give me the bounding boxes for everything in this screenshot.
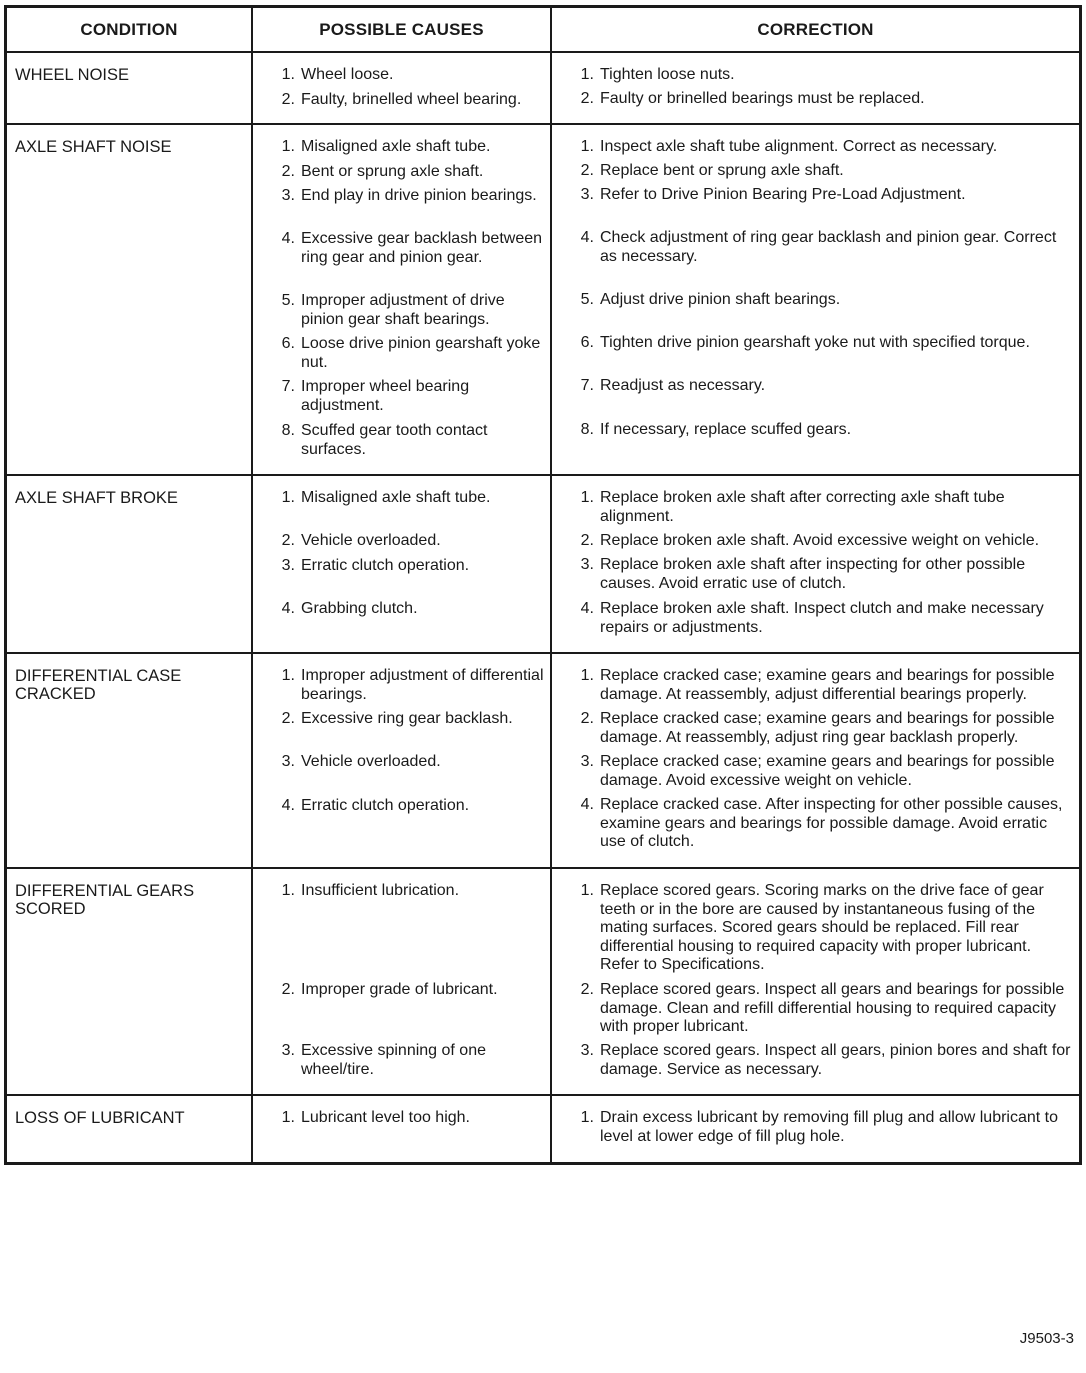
- item-number: 3.: [281, 1042, 295, 1059]
- item-text: Replace bent or sprung axle shaft.: [600, 162, 844, 179]
- item-text: Faulty, brinelled wheel bearing.: [301, 91, 522, 108]
- item-number: 8.: [580, 421, 594, 438]
- list-item: [572, 291, 1073, 310]
- item-number: 4.: [281, 230, 295, 247]
- item-number: 4.: [580, 796, 594, 813]
- item-number: 1.: [281, 66, 295, 83]
- item-text: Excessive gear backlash between ring gear and pinion gear.: [301, 230, 543, 266]
- item-number: 4.: [580, 229, 594, 246]
- table-header: [7, 8, 1079, 51]
- list-item: [572, 229, 1073, 266]
- list-item: [572, 162, 1073, 181]
- item-number: 1.: [580, 489, 594, 506]
- list-item: [273, 292, 544, 329]
- item-number: 2.: [281, 163, 295, 180]
- list-item: [572, 334, 1073, 353]
- list-item: [572, 377, 1073, 396]
- list-item: [273, 489, 544, 508]
- list-item: [273, 1109, 544, 1128]
- item-text: Replace cracked case; examine gears and bearings for possible damage. At reassembly, adjust differential bearings properly.: [600, 667, 1055, 703]
- list-item: [273, 753, 544, 772]
- item-text: Loose drive pinion gearshaft yoke nut.: [301, 335, 541, 371]
- item-text: Replace broken axle shaft after inspecting for other possible causes. Avoid erratic use of clutch.: [600, 556, 1026, 592]
- list-item: [572, 667, 1073, 704]
- item-text: End play in drive pinion bearings.: [301, 187, 537, 204]
- list-item: [572, 66, 1073, 85]
- item-number: 3.: [281, 753, 295, 770]
- list-item: [273, 335, 544, 372]
- possible-causes-cell: [253, 476, 552, 652]
- item-number: 1.: [580, 882, 594, 899]
- item-number: 1.: [580, 138, 594, 155]
- item-number: 2.: [580, 710, 594, 727]
- list-item: [273, 882, 544, 901]
- list-item: [273, 66, 544, 85]
- item-text: Wheel loose.: [301, 66, 394, 83]
- item-text: Tighten loose nuts.: [600, 66, 735, 83]
- list-item: [273, 797, 544, 816]
- header-possible-causes: POSSIBLE CAUSES: [253, 8, 552, 51]
- item-number: 2.: [580, 162, 594, 179]
- header-condition: CONDITION: [7, 8, 253, 51]
- list-item: [572, 1109, 1073, 1146]
- item-text: Faulty or brinelled bearings must be replaced.: [600, 90, 925, 107]
- list-item: [572, 753, 1073, 790]
- list-item: [273, 163, 544, 182]
- list-item: [273, 422, 544, 459]
- item-text: Replace broken axle shaft after correcting axle shaft tube alignment.: [600, 489, 1005, 525]
- item-text: Refer to Drive Pinion Bearing Pre-Load Adjustment.: [600, 186, 966, 203]
- item-text: Readjust as necessary.: [600, 377, 766, 394]
- table-row: [7, 123, 1079, 474]
- item-number: 1.: [281, 667, 295, 684]
- item-text: Replace cracked case. After inspecting for other possible causes, examine gears and bearings for possible damage. Avoid erratic use of clutch.: [600, 796, 1063, 851]
- item-text: Erratic clutch operation.: [301, 557, 470, 574]
- header-correction: CORRECTION: [757, 20, 874, 39]
- item-number: 1.: [580, 1109, 594, 1126]
- condition-cell: DIFFERENTIAL GEARS SCORED: [7, 869, 253, 1094]
- figure-id: J9503-3: [1019, 1330, 1074, 1347]
- possible-causes-cell: [253, 869, 552, 1094]
- item-number: 3.: [580, 1042, 594, 1059]
- item-number: 1.: [281, 138, 295, 155]
- item-text: Scuffed gear tooth contact surfaces.: [301, 422, 488, 458]
- item-number: 1.: [580, 66, 594, 83]
- table-row: [7, 1094, 1079, 1162]
- list-item: [273, 378, 544, 415]
- item-text: Improper adjustment of differential bearings.: [301, 667, 544, 703]
- item-number: 6.: [281, 335, 295, 352]
- table-row: [7, 867, 1079, 1094]
- item-number: 2.: [281, 532, 295, 549]
- item-text: Insufficient lubrication.: [301, 882, 460, 899]
- item-number: 7.: [281, 378, 295, 395]
- item-text: Improper wheel bearing adjustment.: [301, 378, 470, 414]
- item-text: Bent or sprung axle shaft.: [301, 163, 484, 180]
- item-number: 2.: [580, 532, 594, 549]
- correction-cell: [552, 476, 1079, 652]
- item-text: Vehicle overloaded.: [301, 753, 441, 770]
- list-item: [572, 600, 1073, 637]
- item-text: Replace cracked case; examine gears and bearings for possible damage. Avoid excessive weight on vehicle.: [600, 753, 1055, 789]
- list-item: [572, 186, 1073, 205]
- item-text: If necessary, replace scuffed gears.: [600, 421, 852, 438]
- item-number: 8.: [281, 422, 295, 439]
- list-item: [273, 187, 544, 206]
- item-number: 4.: [281, 797, 295, 814]
- condition-cell: WHEEL NOISE: [7, 53, 253, 123]
- list-item: [572, 1042, 1073, 1079]
- item-number: 4.: [580, 600, 594, 617]
- item-text: Misaligned axle shaft tube.: [301, 138, 491, 155]
- correction-cell: [552, 869, 1079, 1094]
- item-number: 1.: [281, 489, 295, 506]
- item-text: Improper adjustment of drive pinion gear shaft bearings.: [301, 292, 505, 328]
- item-number: 4.: [281, 600, 295, 617]
- table-row: [7, 474, 1079, 652]
- list-item: [273, 230, 544, 267]
- item-text: Replace scored gears. Inspect all gears and bearings for possible damage. Clean and refill differential housing to required capacity with proper lubricant.: [600, 981, 1065, 1036]
- table-body: [7, 51, 1079, 1162]
- item-text: Replace broken axle shaft. Inspect clutch and make necessary repairs or adjustments.: [600, 600, 1044, 636]
- item-number: 3.: [281, 187, 295, 204]
- item-text: Excessive spinning of one wheel/tire.: [301, 1042, 486, 1078]
- item-text: Vehicle overloaded.: [301, 532, 441, 549]
- list-item: [273, 710, 544, 729]
- item-number: 2.: [281, 710, 295, 727]
- list-item: [273, 600, 544, 619]
- possible-causes-cell: [253, 1096, 552, 1162]
- item-text: Replace scored gears. Inspect all gears, pinion bores and shaft for damage. Service as necessary.: [600, 1042, 1071, 1078]
- item-number: 1.: [281, 882, 295, 899]
- item-number: 6.: [580, 334, 594, 351]
- item-text: Tighten drive pinion gearshaft yoke nut with specified torque.: [600, 334, 1030, 351]
- item-text: Excessive ring gear backlash.: [301, 710, 513, 727]
- item-number: 5.: [281, 292, 295, 309]
- correction-cell: [552, 53, 1079, 123]
- list-item: [273, 667, 544, 704]
- list-item: [572, 532, 1073, 551]
- item-text: Check adjustment of ring gear backlash and pinion gear. Correct as necessary.: [600, 229, 1057, 265]
- item-number: 5.: [580, 291, 594, 308]
- item-number: 1.: [281, 1109, 295, 1126]
- correction-cell: [552, 125, 1079, 474]
- correction-cell: [552, 1096, 1079, 1162]
- list-item: [572, 981, 1073, 1037]
- condition-cell: AXLE SHAFT BROKE: [7, 476, 253, 652]
- item-text: Adjust drive pinion shaft bearings.: [600, 291, 841, 308]
- item-number: 3.: [281, 557, 295, 574]
- list-item: [273, 1042, 544, 1079]
- item-number: 3.: [580, 753, 594, 770]
- item-text: Improper grade of lubricant.: [301, 981, 498, 998]
- item-number: 2.: [580, 981, 594, 998]
- list-item: [572, 138, 1073, 157]
- list-item: [273, 557, 544, 576]
- list-item: [273, 532, 544, 551]
- item-text: Drain excess lubricant by removing fill plug and allow lubricant to level at lower edge of fill plug hole.: [600, 1109, 1058, 1145]
- correction-cell: [552, 654, 1079, 867]
- table-row: [7, 652, 1079, 867]
- diagnosis-table: [4, 5, 1082, 1165]
- list-item: [273, 91, 544, 110]
- condition-cell: LOSS OF LUBRICANT: [7, 1096, 253, 1162]
- list-item: [572, 90, 1073, 109]
- item-text: Misaligned axle shaft tube.: [301, 489, 491, 506]
- possible-causes-cell: [253, 654, 552, 867]
- list-item: [572, 556, 1073, 593]
- possible-causes-cell: [253, 125, 552, 474]
- possible-causes-cell: [253, 53, 552, 123]
- list-item: [273, 138, 544, 157]
- list-item: [273, 981, 544, 1000]
- item-text: Lubricant level too high.: [301, 1109, 470, 1126]
- list-item: [572, 710, 1073, 747]
- item-text: Inspect axle shaft tube alignment. Correct as necessary.: [600, 138, 998, 155]
- list-item: [572, 421, 1073, 440]
- list-item: [572, 489, 1073, 526]
- list-item: [572, 796, 1073, 852]
- item-text: Replace broken axle shaft. Avoid excessive weight on vehicle.: [600, 532, 1040, 549]
- condition-cell: AXLE SHAFT NOISE: [7, 125, 253, 474]
- item-number: 3.: [580, 556, 594, 573]
- table-row: [7, 51, 1079, 123]
- item-number: 2.: [281, 981, 295, 998]
- item-text: Replace cracked case; examine gears and bearings for possible damage. At reassembly, adjust ring gear backlash properly.: [600, 710, 1055, 746]
- item-text: Replace scored gears. Scoring marks on the drive face of gear teeth or in the bore are caused by instantaneous fusing of the mating surfaces. Scored gears should be replaced. Fill rear differential housing to required capacity with proper lubricant. Refer to Specifications.: [600, 882, 1044, 974]
- item-number: 2.: [580, 90, 594, 107]
- list-item: [572, 882, 1073, 975]
- item-number: 3.: [580, 186, 594, 203]
- item-number: 1.: [580, 667, 594, 684]
- item-text: Grabbing clutch.: [301, 600, 418, 617]
- item-number: 7.: [580, 377, 594, 394]
- condition-cell: DIFFERENTIAL CASE CRACKED: [7, 654, 253, 867]
- item-text: Erratic clutch operation.: [301, 797, 470, 814]
- item-number: 2.: [281, 91, 295, 108]
